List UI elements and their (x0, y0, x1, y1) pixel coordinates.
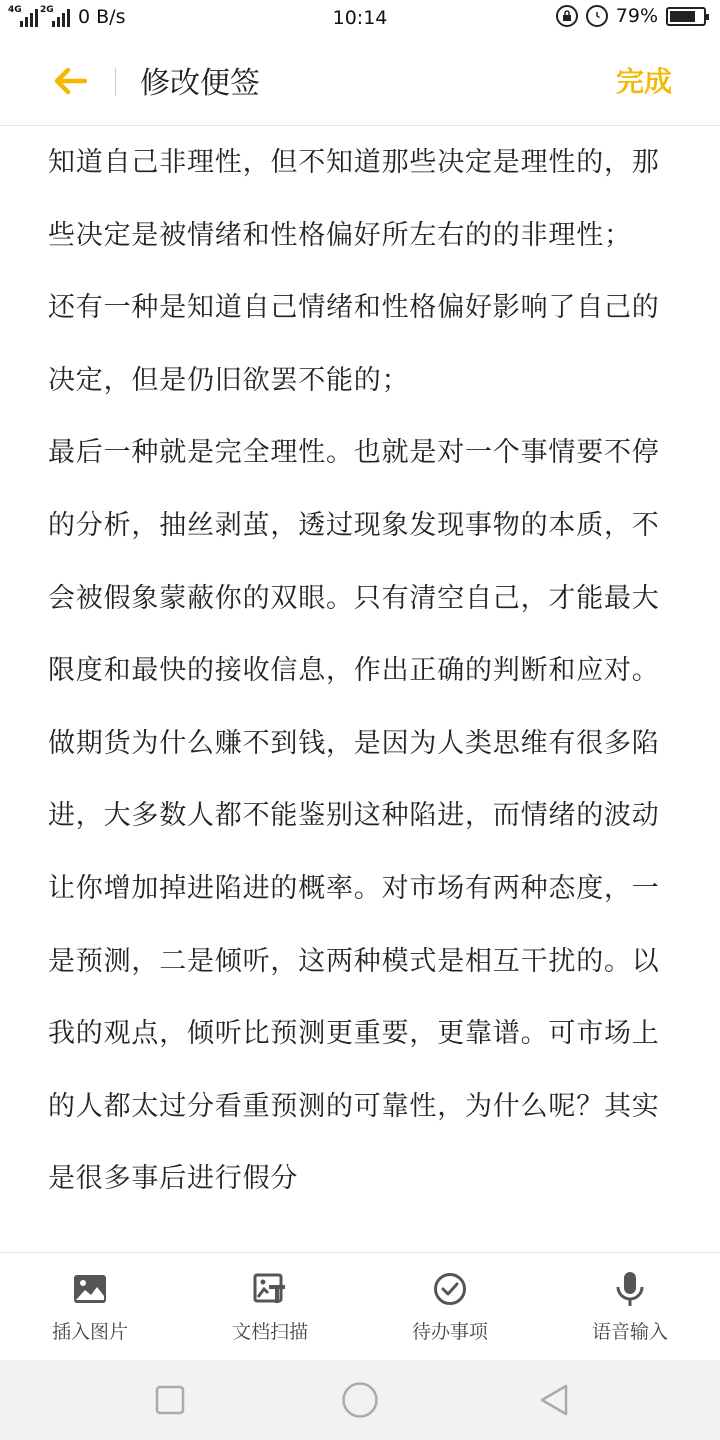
system-nav-bar (0, 1360, 720, 1440)
done-button[interactable]: 完成 (615, 65, 672, 98)
note-editor[interactable] (0, 127, 720, 1252)
arrow-left-icon (53, 67, 87, 95)
todo-label: 待办事项 (411, 1321, 488, 1343)
home-icon (341, 1381, 379, 1419)
insert-image-label: 插入图片 (51, 1321, 128, 1343)
note-paragraph-3[interactable]: 最后一种就是完全理性。也就是对一个事情要不停的分析，抽丝剥茧，透过现象发现事物的本质，不会被假象蒙蔽你的双眼。只有清空自己，才能最大限度和最快的接收信息，作出正确的判断和应对。做期货为什么赚不到钱，是因为人类思维有很多陷进，大多数人都不能鉴别这种陷进，而情绪的波动让你增加掉进陷进的概率。对市场有两种态度，一是预测，二是倾听，这两种模式是相互干扰的。以我的观点，倾听比预测更重要，更靠谱。可市场上的人都太过分看重预测的可靠性，为什么呢？其实是很多事后进行假分 (48, 437, 660, 1195)
battery-icon (666, 7, 706, 26)
sim1-tag: 4G (8, 5, 22, 15)
nav-back-button[interactable] (534, 1380, 574, 1420)
battery-level (670, 11, 695, 22)
todo-check-icon (432, 1271, 468, 1307)
bottom-toolbar (0, 1252, 720, 1360)
back-icon (538, 1383, 570, 1417)
status-bar (0, 0, 720, 38)
app-header (0, 38, 720, 126)
home-button[interactable] (340, 1380, 380, 1420)
document-scan-label: 文档扫描 (231, 1321, 308, 1343)
page-title: 修改便签 (140, 66, 260, 101)
status-right (556, 5, 706, 27)
insert-image-button[interactable] (0, 1253, 180, 1361)
header-divider (115, 68, 116, 96)
voice-input-label: 语音输入 (591, 1321, 668, 1343)
image-icon (72, 1271, 108, 1307)
recent-apps-icon (155, 1385, 185, 1415)
status-time: 10:14 (332, 7, 388, 29)
alarm-icon (586, 5, 608, 27)
back-button[interactable] (40, 56, 100, 106)
todo-button[interactable] (360, 1253, 540, 1361)
note-paragraph-1[interactable]: 知道自己非理性，但不知道那些决定是理性的，那些决定是被情绪和性格偏好所左右的的非理性； (48, 147, 660, 251)
voice-input-button[interactable] (540, 1253, 720, 1361)
document-scan-icon (252, 1271, 288, 1307)
network-speed: 0 B/s (78, 6, 126, 28)
microphone-icon (612, 1271, 648, 1307)
recent-apps-button[interactable] (150, 1380, 190, 1420)
sim2-tag: 2G (40, 5, 54, 15)
document-scan-button[interactable] (180, 1253, 360, 1361)
note-paragraph-2[interactable]: 还有一种是知道自己情绪和性格偏好影响了自己的决定，但是仍旧欲罢不能的； (48, 292, 660, 396)
battery-percent: 79% (615, 5, 658, 27)
rotation-lock-icon (556, 5, 578, 27)
